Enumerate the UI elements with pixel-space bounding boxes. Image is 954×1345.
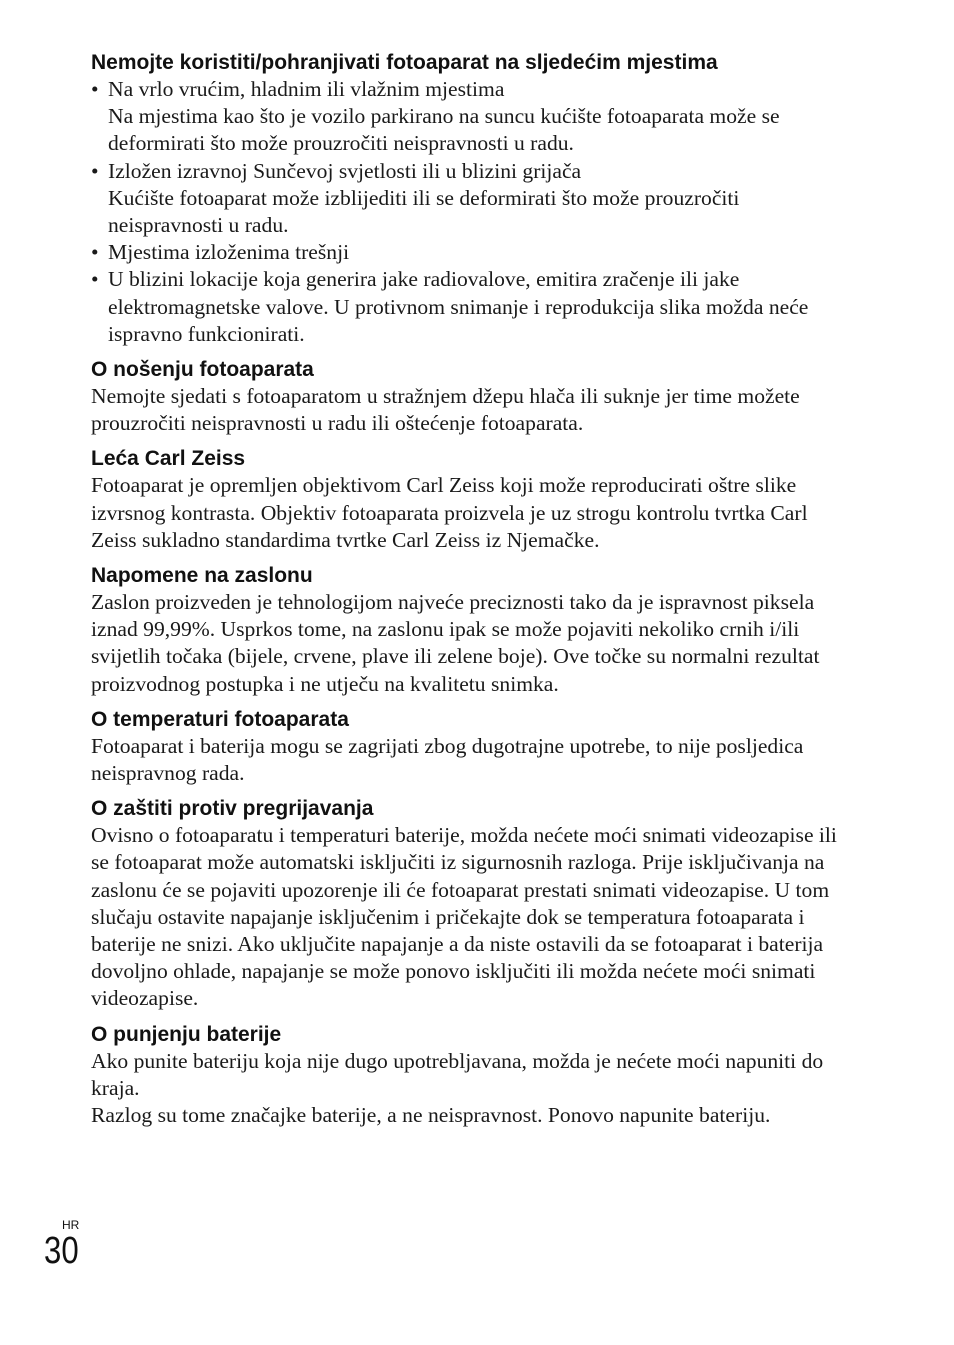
- section-paragraph: Ako punite bateriju koja nije dugo upotrebljavana, možda je nećete moći napuniti do kraja. Razlog su tome značajke baterije, a ne neispravnost. Ponovo napunite bateriju.: [91, 1048, 824, 1128]
- section-carl-zeiss-lens: [91, 444, 851, 554]
- bullet-text: U blizini lokacije koja generira jake radiovalove, emitira zračenje ili jake elektromagnetske valove. U protivnom snimanje i reprodukcija slika možda neće ispravno funkcionirati.: [108, 267, 809, 346]
- section-paragraph: Nemojte sjedati s fotoaparatom u stražnjem džepu hlača ili suknje jer time možete prouzročiti neispravnosti u radu ili oštećenje fotoaparata.: [91, 384, 800, 436]
- bullet-text: Izložen izravnoj Sunčevoj svjetlosti ili u blizini grijača Kućište fotoaparat može izblijediti ili se deformirati što može prouzročiti neispravnosti u radu.: [108, 158, 740, 238]
- bullet-marker: •: [91, 158, 99, 183]
- section-screen-notes: [91, 561, 851, 698]
- bullet-list: [91, 76, 851, 348]
- bullet-marker: •: [91, 240, 99, 265]
- section-heading: Napomene na zaslonu: [91, 564, 313, 588]
- section-heading: O punjenju baterije: [91, 1022, 282, 1046]
- language-code: HR: [62, 1218, 80, 1232]
- bullet-item: [91, 76, 851, 158]
- section-heading: Leća Carl Zeiss: [91, 447, 246, 471]
- bullet-text: Mjestima izloženima trešnji: [108, 240, 350, 265]
- section-paragraph: Zaslon proizveden je tehnologijom najveće preciznosti tako da je ispravnost piksela iznad 99,99%. Usprkos tome, na zaslonu ipak se može pojaviti nekoliko crnih i/ili svijetlih točaka (bijele, crvene, plave ili zelene boje). Ove točke su normalni rezultat proizvodnog postupka i ne utječu na kvalitetu snimka.: [91, 590, 820, 696]
- section-paragraph: Fotoaparat i baterija mogu se zagrijati zbog dugotrajne upotrebe, to nije posljedica neispravnog rada.: [91, 733, 804, 786]
- bullet-item: [91, 239, 851, 266]
- bullet-item: [91, 158, 851, 240]
- section-heading: O zaštiti protiv pregrijavanja: [91, 797, 374, 821]
- page-number: 30: [44, 1230, 79, 1272]
- section-overheat-protection: [91, 794, 851, 1012]
- section-heading: O temperaturi fotoaparata: [91, 707, 349, 731]
- bullet-marker: •: [91, 267, 99, 292]
- section-storage-locations: [91, 48, 851, 348]
- section-battery-charging: [91, 1020, 851, 1130]
- section-paragraph: Ovisno o fotoaparatu i temperaturi baterije, možda nećete moći snimati videozapise ili se fotoaparat može automatski isključiti iz sigurnosnih razloga. Prije isključivanja na zaslonu će se pojaviti upozorenje ili će fotoaparat prestati snimati videozapise. U tom slučaju ostavite napajanje isključenim i pričekajte dok se temperatura fotoaparata i baterije ne snizi. Ako uključite napajanje a da niste ostavili da se fotoaparat i baterija dovoljno ohlade, napajanje se može ponovo isključiti ili možda nećete moći snimati videozapise.: [91, 823, 837, 1011]
- section-camera-temperature: [91, 705, 851, 787]
- section-paragraph: Fotoaparat je opremljen objektivom Carl Zeiss koji može reproducirati oštre slike izvrsnog kontrasta. Objektiv fotoaparata proizvela je uz strogu kontrolu tvrtka Carl Zeiss sukladno standardima tvrtke Carl Zeiss iz Njemačke.: [91, 473, 808, 552]
- section-heading: Nemojte koristiti/pohranjivati fotoaparat na sljedećim mjestima: [91, 51, 718, 74]
- section-carrying-camera: [91, 355, 851, 437]
- bullet-marker: •: [91, 77, 99, 101]
- section-heading: O nošenju fotoaparata: [91, 358, 314, 382]
- bullet-item: [91, 266, 851, 348]
- bullet-text: Na vrlo vrućim, hladnim ili vlažnim mjestima Na mjestima kao što je vozilo parkirano na suncu kućište fotoaparata može se deformirati što može prouzročiti neispravnosti u radu.: [108, 77, 780, 156]
- document-page: [91, 48, 851, 1136]
